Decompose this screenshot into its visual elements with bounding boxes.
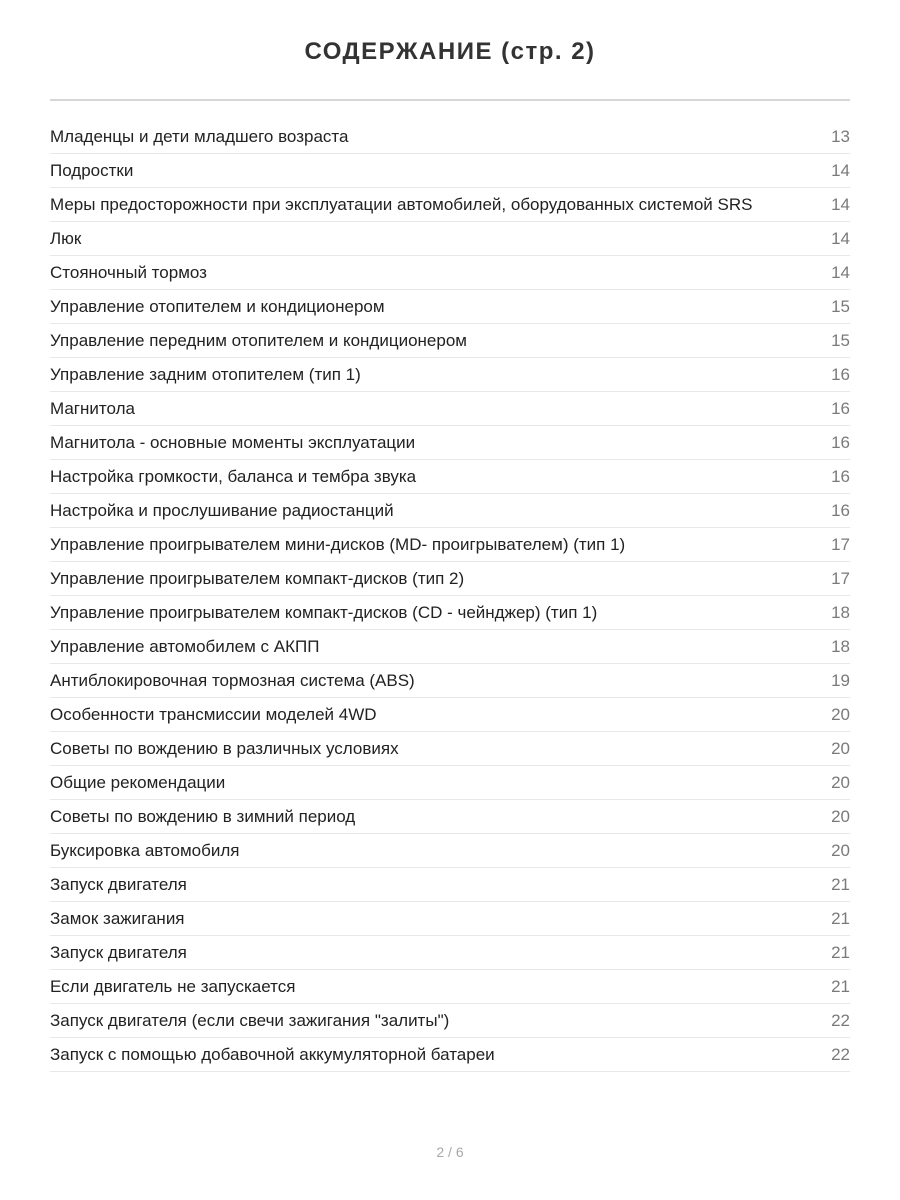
toc-entry-title[interactable]: Управление проигрывателем мини-дисков (MD- проигрывателем) (тип 1) xyxy=(50,534,626,554)
toc-entry[interactable] xyxy=(50,426,850,460)
toc-entry[interactable] xyxy=(50,358,850,392)
toc-entry-title[interactable]: Запуск двигателя (если свечи зажигания "залиты") xyxy=(50,1010,450,1030)
toc-entry[interactable] xyxy=(50,970,850,1004)
toc-entry-page-number: 16 xyxy=(831,432,850,452)
toc-entry[interactable] xyxy=(50,664,850,698)
toc-entry-title[interactable]: Стояночный тормоз xyxy=(50,262,207,282)
toc-entry-title[interactable]: Управление передним отопителем и кондиционером xyxy=(50,330,467,350)
toc-entry[interactable] xyxy=(50,868,850,902)
page-title: СОДЕРЖАНИЕ (стр. 2) xyxy=(304,38,596,65)
toc-entry[interactable] xyxy=(50,494,850,528)
toc-entry-page-number: 21 xyxy=(831,942,850,962)
toc-entry[interactable] xyxy=(50,732,850,766)
toc-entry-page-number: 16 xyxy=(831,466,850,486)
toc-entry-page-number: 22 xyxy=(831,1044,850,1064)
toc-entry-page-number: 17 xyxy=(831,534,850,554)
toc-entry-title[interactable]: Настройка и прослушивание радиостанций xyxy=(50,500,394,520)
toc-entry[interactable] xyxy=(50,460,850,494)
toc-entry-title[interactable]: Если двигатель не запускается xyxy=(50,976,296,996)
toc-entry[interactable] xyxy=(50,1038,850,1072)
toc-entry-page-number: 21 xyxy=(831,908,850,928)
toc-entry-title[interactable]: Запуск двигателя xyxy=(50,874,187,894)
toc-entry[interactable] xyxy=(50,630,850,664)
toc-entry[interactable] xyxy=(50,256,850,290)
toc-entry-page-number: 18 xyxy=(831,602,850,622)
toc-entry-title[interactable]: Запуск двигателя xyxy=(50,942,187,962)
toc-entry-page-number: 14 xyxy=(831,262,850,282)
toc-entry-title[interactable]: Общие рекомендации xyxy=(50,772,226,792)
toc-entry-title[interactable]: Магнитола - основные моменты эксплуатации xyxy=(50,432,416,452)
toc-entry-title[interactable]: Замок зажигания xyxy=(50,908,185,928)
toc-entry-page-number: 15 xyxy=(831,296,850,316)
page-indicator: 2 / 6 xyxy=(436,1144,464,1160)
toc-entry[interactable] xyxy=(50,766,850,800)
toc-entry-page-number: 21 xyxy=(831,976,850,996)
toc-entry[interactable] xyxy=(50,188,850,222)
toc-entry-page-number: 16 xyxy=(831,500,850,520)
toc-entry[interactable] xyxy=(50,596,850,630)
toc-entry[interactable] xyxy=(50,120,850,154)
toc-entry-title[interactable]: Управление отопителем и кондиционером xyxy=(50,296,385,316)
toc-entry-page-number: 16 xyxy=(831,364,850,384)
toc-entry-title[interactable]: Подростки xyxy=(50,160,134,180)
toc-entry-title[interactable]: Советы по вождению в различных условиях xyxy=(50,738,399,758)
toc-entry-title[interactable]: Меры предосторожности при эксплуатации автомобилей, оборудованных системой SRS xyxy=(50,194,753,214)
toc-entry-page-number: 20 xyxy=(831,738,850,758)
toc-entry-page-number: 20 xyxy=(831,772,850,792)
toc-entry-page-number: 19 xyxy=(831,670,850,690)
toc-entry[interactable] xyxy=(50,902,850,936)
toc-entry-page-number: 20 xyxy=(831,840,850,860)
toc-entry[interactable] xyxy=(50,154,850,188)
toc-entry-title[interactable]: Запуск с помощью добавочной аккумуляторной батареи xyxy=(50,1044,495,1064)
toc-entry-page-number: 15 xyxy=(831,330,850,350)
toc-entry-page-number: 21 xyxy=(831,874,850,894)
toc-entry[interactable] xyxy=(50,222,850,256)
toc-entry-page-number: 20 xyxy=(831,806,850,826)
toc-entry-title[interactable]: Настройка громкости, баланса и тембра звука xyxy=(50,466,417,486)
toc-entry[interactable] xyxy=(50,698,850,732)
toc-entry-title[interactable]: Советы по вождению в зимний период xyxy=(50,806,356,826)
title-divider xyxy=(50,99,850,101)
toc-entry[interactable] xyxy=(50,392,850,426)
toc-entry[interactable] xyxy=(50,834,850,868)
table-of-contents xyxy=(50,120,850,1072)
toc-entry[interactable] xyxy=(50,800,850,834)
toc-entry[interactable] xyxy=(50,936,850,970)
toc-entry-page-number: 14 xyxy=(831,160,850,180)
toc-entry-title[interactable]: Антиблокировочная тормозная система (ABS) xyxy=(50,670,415,690)
toc-entry[interactable] xyxy=(50,528,850,562)
toc-entry-page-number: 20 xyxy=(831,704,850,724)
toc-entry-title[interactable]: Буксировка автомобиля xyxy=(50,840,240,860)
toc-entry[interactable] xyxy=(50,290,850,324)
toc-entry[interactable] xyxy=(50,562,850,596)
toc-entry[interactable] xyxy=(50,1004,850,1038)
toc-entry-title[interactable]: Управление задним отопителем (тип 1) xyxy=(50,364,361,384)
toc-entry-title[interactable]: Люк xyxy=(50,228,82,248)
toc-entry-title[interactable]: Младенцы и дети младшего возраста xyxy=(50,126,349,146)
toc-entry-page-number: 22 xyxy=(831,1010,850,1030)
toc-entry-page-number: 18 xyxy=(831,636,850,656)
toc-entry-title[interactable]: Управление проигрывателем компакт-дисков (CD - чейнджер) (тип 1) xyxy=(50,602,598,622)
toc-entry-page-number: 17 xyxy=(831,568,850,588)
toc-entry-title[interactable]: Управление автомобилем с АКПП xyxy=(50,636,320,656)
toc-entry-page-number: 14 xyxy=(831,194,850,214)
toc-entry-title[interactable]: Особенности трансмиссии моделей 4WD xyxy=(50,704,377,724)
toc-entry-page-number: 16 xyxy=(831,398,850,418)
toc-entry-page-number: 14 xyxy=(831,228,850,248)
toc-entry-title[interactable]: Управление проигрывателем компакт-дисков (тип 2) xyxy=(50,568,465,588)
toc-entry-page-number: 13 xyxy=(831,126,850,146)
toc-entry-title[interactable]: Магнитола xyxy=(50,398,135,418)
toc-entry[interactable] xyxy=(50,324,850,358)
